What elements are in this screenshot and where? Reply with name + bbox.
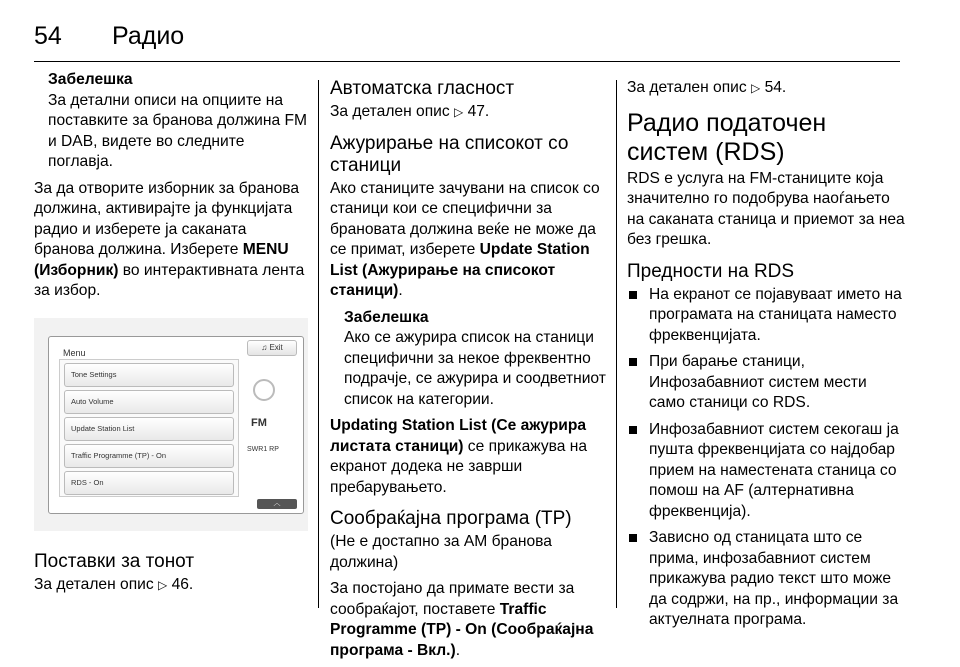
auto-volume-ref: За детален опис ▷ 47.	[330, 103, 490, 120]
list-item: Инфозабавниот систем секогаш ја пушта фреквенцијата со најдобар прием на наместената станица со помош на AF (алтернативна фреквенција).	[627, 420, 905, 523]
rds-advantages-heading: Предности на RDS	[627, 260, 795, 282]
updating-term: Updating Station List (Се ажурира листата станици)	[330, 417, 587, 455]
traffic-programme-term: Traffic Programme (TP) - On (Сообраќајна програма - Вкл.)	[330, 600, 594, 659]
list-item: При барање станици, Инфозабавниот систем мести само станици со RDS.	[627, 352, 905, 414]
update-list-heading: Ажурирање на списокот со станици	[330, 132, 569, 176]
header-rule	[34, 61, 900, 62]
menu-item-auto-volume: Auto Volume	[64, 390, 234, 414]
scroll-up-icon: ︿	[257, 499, 297, 509]
rds-paragraph: RDS е услуга на FM-станиците која значително го подобрува наоѓањето на саканата станица и приемот за неа без грешка.	[627, 169, 905, 248]
page-ref-arrow-icon: ▷	[751, 81, 761, 95]
column-3	[627, 70, 905, 637]
page-number: 54	[34, 22, 62, 50]
auto-volume-heading: Автоматска гласност	[330, 78, 515, 99]
column-1	[34, 70, 308, 601]
note-text-2: Ако се ажурира список на станици специфични за некое фреквентно подрачје, се ажурира и соодветниот список на категории.	[344, 329, 606, 408]
note-text: За детални описи на опциите на поставките за бранова должина FM и DAB, видете во следните поглавја.	[48, 91, 307, 170]
tone-settings-ref: За детален опис ▷ 46.	[34, 575, 194, 593]
note-title-2: Забелешка	[344, 308, 429, 326]
tone-settings-heading: Поставки за тонот	[34, 550, 195, 572]
list-item: На екранот се појавуваат името на програмата на станицата наместо фреквенцијата.	[627, 285, 905, 347]
rds-advantages-list	[627, 285, 905, 631]
menu-list	[59, 359, 239, 497]
note-box	[34, 70, 308, 173]
station-name: SWR1 RP	[247, 445, 279, 453]
menu-screenshot	[34, 318, 308, 531]
update-list-paragraph: Ако станиците зачувани на список со станици кои се специфични за брановата должина веќе не може да се примат, изберете Update Station List (Ажурирање на списокот станици).	[330, 179, 600, 299]
page-ref-arrow-icon: ▷	[158, 577, 168, 592]
page-title: Радио	[112, 22, 185, 50]
bullet-square-icon	[629, 291, 637, 299]
menu-item-rds: RDS - On	[64, 471, 234, 495]
page-ref-arrow-icon: ▷	[454, 105, 464, 119]
band-label: FM	[251, 416, 267, 429]
list-item: Зависно од станицата што се прима, инфозабавниот систем прикажува радио текст што може да содржи, на пр., информации за актуелната програма.	[627, 528, 905, 631]
music-note-icon: ♫	[261, 342, 268, 352]
column-divider-2	[616, 80, 617, 608]
detail-ref: За детален опис ▷ 54.	[627, 79, 787, 96]
rds-heading: Радио податочен систем (RDS)	[627, 108, 827, 166]
radio-wave-icon	[253, 379, 275, 401]
note-title: Забелешка	[48, 71, 133, 88]
menu-item-traffic-programme: Traffic Programme (TP) - On	[64, 444, 234, 468]
bullet-square-icon	[629, 426, 637, 434]
note-box-2	[330, 308, 608, 411]
menu-item-tone-settings: Tone Settings	[64, 363, 234, 387]
column-2	[330, 70, 608, 667]
wavelength-menu-paragraph: За да отворите изборник за бранова должина, активирајте ја функцијата радио и изберете ја саканата бранова должина. Изберете MENU (Изборник) во интерактивната лента за избор.	[34, 179, 305, 299]
bullet-square-icon	[629, 358, 637, 366]
bullet-square-icon	[629, 534, 637, 542]
menu-title: Menu	[63, 347, 86, 358]
exit-button: ♫ Exit	[247, 340, 297, 356]
update-list-term: Update Station List (Ажурирање на списокот станици)	[330, 241, 590, 299]
menu-term: MENU (Изборник)	[34, 241, 289, 279]
column-divider-1	[318, 80, 319, 608]
screen-frame	[48, 336, 304, 514]
updating-paragraph: Updating Station List (Се ажурира листата станици) се прикажува на екранот додека не заврши пребарувањето.	[330, 417, 588, 496]
traffic-programme-paragraph: За постојано да примате вести за сообраќајот, поставете Traffic Programme (TP) - On (Сообраќајна програма - Вкл.).	[330, 580, 594, 659]
traffic-programme-heading: Сообраќајна програма (TP)	[330, 508, 572, 529]
traffic-programme-sub: (Не е достапно за AM бранова должина)	[330, 533, 552, 571]
menu-item-update-station-list: Update Station List	[64, 417, 234, 441]
